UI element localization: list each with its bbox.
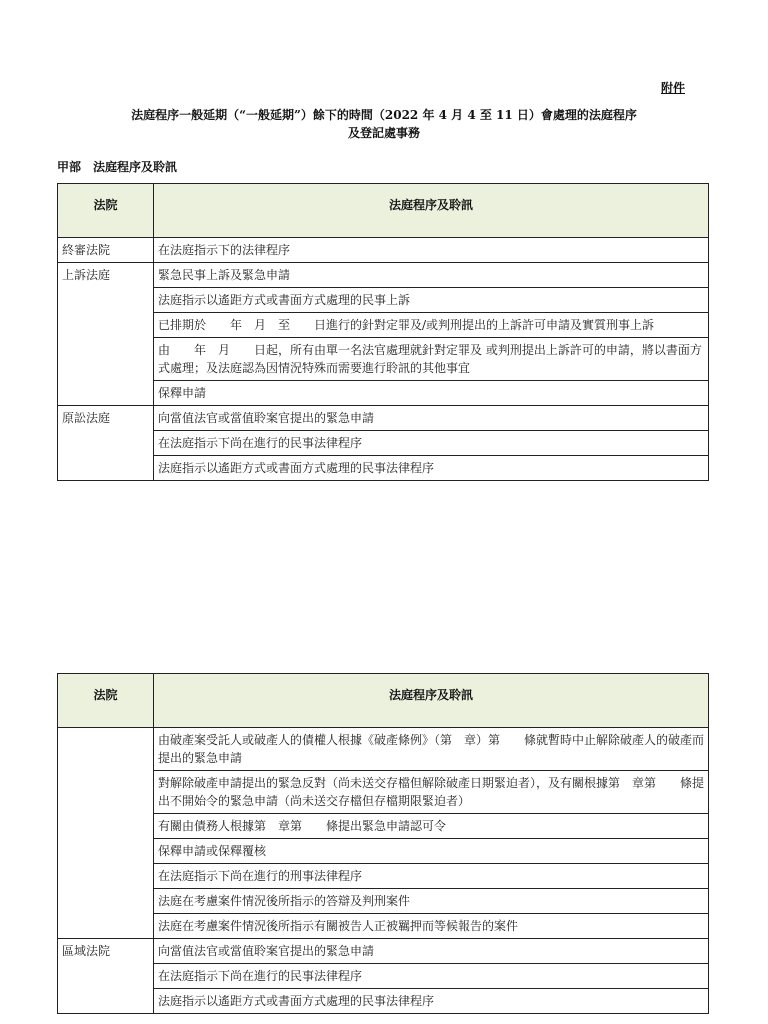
document-title [57, 106, 711, 142]
table-row [58, 288, 709, 313]
table-row [58, 406, 709, 431]
table-row [58, 864, 709, 889]
proceeding-item: 保釋申請 [154, 381, 709, 406]
proceeding-item: 由破產案受託人或破產人的債權人根據《破產條例》（第 章）第 條就暫時中止解除破產人的破產而提出的緊急申請 [154, 728, 709, 771]
table-header-row [58, 674, 709, 728]
header-proceedings: 法庭程序及聆訊 [154, 184, 709, 238]
table-row [58, 989, 709, 1014]
part-label: 甲部 [57, 160, 82, 174]
proceeding-item: 有關由債務人根據第 章第 條提出緊急申請認可令 [154, 814, 709, 839]
header-proceedings: 法庭程序及聆訊 [154, 674, 709, 728]
proceeding-item: 已排期於 年 月 至 日進行的針對定罪及/或判刑提出的上訴許可申請及實質刑事上訴 [154, 313, 709, 338]
proceeding-item: 向當值法官或當值聆案官提出的緊急申請 [154, 939, 709, 964]
title-line-1: 法庭程序一般延期（“一般延期”）餘下的時間（2022 年 4 月 4 至 11 日）會處理的法庭程序 [131, 108, 637, 122]
proceeding-item: 在法庭指示下尚在進行的民事法律程序 [154, 431, 709, 456]
court-name: 終審法院 [58, 238, 154, 263]
table-row [58, 964, 709, 989]
proceeding-item: 法庭在考慮案件情況後所指示的答辯及判刑案件 [154, 889, 709, 914]
annex-label: 附件 [661, 81, 686, 95]
proceeding-item: 對解除破產申請提出的緊急反對（尚未送交存檔但解除破產日期緊迫者），及有關根據第 章第 條提出不開始令的緊急申請（尚未送交存檔但存檔期限緊迫者） [154, 771, 709, 814]
table-row [58, 313, 709, 338]
table-row [58, 431, 709, 456]
court-name: 區域法院 [58, 939, 154, 1014]
proceeding-item: 法庭指示以遙距方式或書面方式處理的民事法律程序 [154, 456, 709, 481]
proceeding-item: 保釋申請或保釋覆核 [154, 839, 709, 864]
table-row [58, 456, 709, 481]
proceeding-item: 在法庭指示下尚在進行的民事法律程序 [154, 964, 709, 989]
header-court: 法院 [58, 184, 154, 238]
proceeding-item: 法庭指示以遙距方式或書面方式處理的民事上訴 [154, 288, 709, 313]
table-row [58, 814, 709, 839]
part-heading [57, 158, 177, 175]
proceeding-item: 由 年 月 日起，所有由單一名法官處理就針對定罪及 或判刑提出上訴許可的申請，將以書面方式處理；及法庭認為因情況特殊而需要進行聆訊的其他事宜 [154, 338, 709, 381]
proceedings-table-1 [57, 183, 709, 481]
court-name: 原訟法庭 [58, 406, 154, 481]
table-row [58, 238, 709, 263]
part-title: 法庭程序及聆訊 [93, 160, 178, 174]
proceeding-item: 在法庭指示下尚在進行的刑事法律程序 [154, 864, 709, 889]
proceeding-item: 緊急民事上訴及緊急申請 [154, 263, 709, 288]
table-row [58, 728, 709, 771]
court-name: 上訴法庭 [58, 263, 154, 406]
proceeding-item: 法庭指示以遙距方式或書面方式處理的民事法律程序 [154, 989, 709, 1014]
proceedings-table-2 [57, 673, 709, 1014]
table-row [58, 939, 709, 964]
title-line-2: 及登記處事務 [347, 126, 420, 140]
table-header-row [58, 184, 709, 238]
table-row [58, 839, 709, 864]
table-row [58, 381, 709, 406]
table-row [58, 889, 709, 914]
table-row [58, 914, 709, 939]
table-row [58, 338, 709, 381]
table-row [58, 263, 709, 288]
proceeding-item: 法庭在考慮案件情況後所指示有關被告人正被羈押而等候報告的案件 [154, 914, 709, 939]
proceeding-item: 在法庭指示下的法律程序 [154, 238, 709, 263]
table-row [58, 771, 709, 814]
court-name-empty [58, 728, 154, 939]
header-court: 法院 [58, 674, 154, 728]
proceeding-item: 向當值法官或當值聆案官提出的緊急申請 [154, 406, 709, 431]
